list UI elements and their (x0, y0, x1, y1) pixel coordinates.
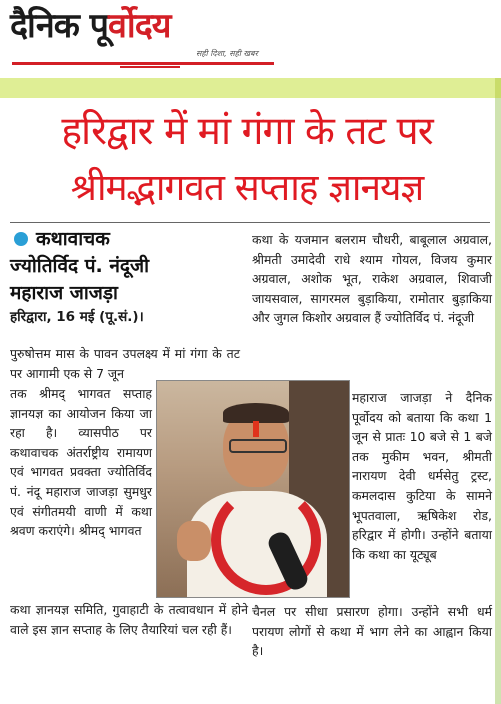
paragraph-text: पुरुषोत्तम मास के पावन उपलक्ष्य में मां गंगा के तट पर आगामी एक से 7 जून (10, 346, 240, 381)
header-color-band (0, 78, 501, 98)
photo-figure-hair (223, 403, 289, 423)
photo-tilak (253, 421, 259, 437)
headline-line-2: श्रीमद्भागवत सप्ताह ज्ञानयज्ञ (70, 166, 424, 209)
subhead-line-3: महाराज जाजड़ा (10, 282, 118, 304)
article-paragraph-left-bottom (10, 600, 248, 639)
subhead-row-1 (10, 226, 240, 252)
subhead-line-2: ज्योतिर्विद पं. नंदूजी (10, 255, 150, 277)
dateline-text: हरिद्वारा, 16 मई (पू.सं.)। (10, 309, 144, 325)
logo-underline (12, 62, 274, 65)
bullet-dot-icon (14, 232, 28, 246)
speaker-photo (156, 380, 350, 598)
subhead-line-1: कथावाचक (36, 228, 110, 250)
band-edge (495, 78, 501, 98)
right-edge-stripe (495, 98, 501, 704)
headline-line-1: हरिद्वार में मां गंगा के तट पर (61, 109, 433, 154)
photo-glasses (229, 439, 287, 453)
article-subhead (10, 226, 240, 306)
logo-underline-accent (120, 66, 180, 68)
paragraph-text: कथा के यजमान बलराम चौधरी, बाबूलाल अग्रवाल, श्रीमती उमादेवी राधे श्याम गोयल, विजय कुमार अग्रवाल, अशोक भूत, राकेश अग्रवाल, शिवाजी जायसवाल, सागरमल बुड़ाकिया, रामोतार बुड़ाकिया और जुगल किशोर अग्रवाल हैं ज्योतिर्विद पं. नंदूजी (252, 232, 492, 326)
article-paragraph-right-bottom (252, 602, 492, 661)
masthead (0, 0, 501, 72)
logo-tagline: सही दिशा, सही खबर (196, 49, 258, 58)
article-paragraph-left-wide (10, 344, 240, 383)
headline-divider (10, 222, 490, 223)
newspaper-logo (10, 6, 170, 46)
paragraph-text: महाराज जाजड़ा ने दैनिक पूर्वोदय को बताया कि कथा 1 जून से प्रातः 10 बजे से 1 बजे तक मुकीम भवन, श्रीमती नारायण देवी धर्मसेतु ट्रस्ट, कमलदास कुटिया के सामने भूपतवाला, ऋषिकेश रोड, हरिद्वार में होगी। उन्होंने बताया कि कथा का यूट्यूब (352, 390, 492, 562)
article-headline (0, 104, 494, 216)
logo-text-part2: र्वोदय (108, 6, 171, 46)
paragraph-text: कथा ज्ञानयज्ञ समिति, गुवाहाटी के तत्वावधान में होने वाले इस ज्ञान सप्ताह के लिए तैयारियां चल रही हैं। (10, 602, 248, 637)
article-paragraph-left-narrow (10, 384, 152, 541)
article-paragraph-right-narrow (352, 388, 492, 564)
dateline (10, 308, 248, 328)
photo-hand (177, 521, 211, 561)
paragraph-text: चैनल पर सीधा प्रसारण होगा। उन्होंने सभी धर्म परायण लोगों से कथा में भाग लेने का आह्वान किया है। (252, 604, 492, 659)
paragraph-text: तक श्रीमद् भागवत सप्ताह ज्ञानयज्ञ का आयोजन किया जा रहा है। व्यासपीठ पर कथावाचक अंतर्राष्ट्रीय रामायण एवं भागवत प्रवक्ता ज्योतिर्विद पं. नंदू महाराज जाजड़ा सुमधुर एवं संगीतमयी वाणी में कथा श्रवण कराएंगे। श्रीमद् भागवत (10, 386, 152, 539)
logo-text-part1: दैनिक पू (10, 6, 108, 46)
article-paragraph-right-top (252, 230, 492, 328)
